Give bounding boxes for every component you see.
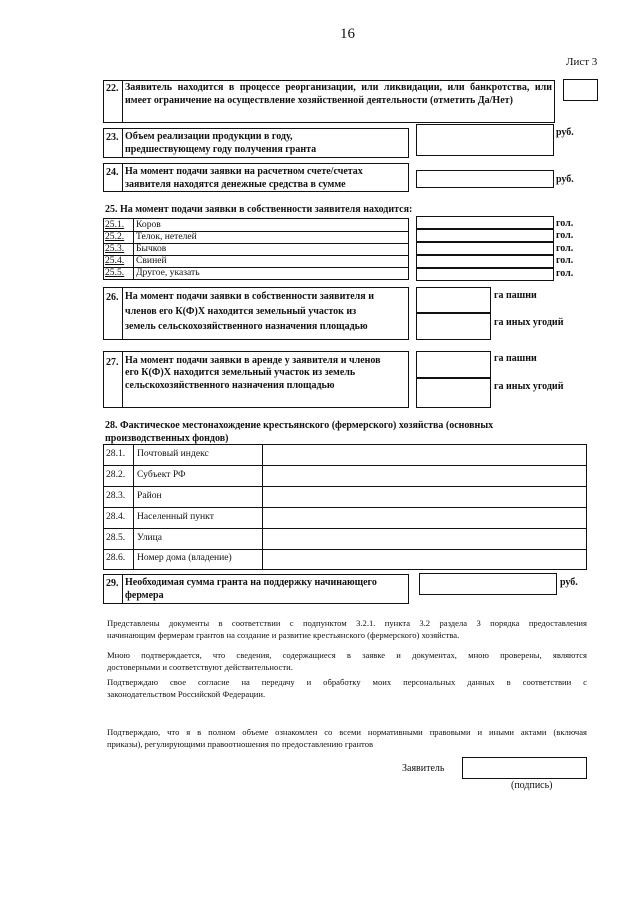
q22-number: 22.	[106, 83, 119, 94]
paragraph-line: Подтверждаю свое согласие на передачу и обработку моих персональных данных в соответствии с	[107, 677, 587, 687]
q26-line2: членов его К(Ф)Х находится земельный участок из	[125, 306, 357, 317]
q28-row-number: 28.4.	[106, 511, 126, 522]
q29-line1: Необходимая сумма гранта на поддержку начинающего	[125, 577, 377, 588]
q25-unit: гол.	[556, 255, 574, 266]
q27-unit-other: га иных угодий	[494, 381, 564, 392]
q25-unit: гол.	[556, 243, 574, 254]
q23-unit: руб.	[556, 127, 574, 138]
q28-value-cell[interactable]	[263, 508, 586, 528]
q28-row-number: 28.5.	[106, 532, 126, 543]
page-number: 16	[340, 26, 355, 42]
q23-number: 23.	[106, 132, 119, 143]
q28-row-number: 28.2.	[106, 469, 126, 480]
q27-arable-field[interactable]	[416, 351, 491, 378]
signature-label: Заявитель	[402, 763, 445, 774]
q25-row-label: Другое, указать	[136, 267, 200, 278]
q26-number: 26.	[106, 292, 119, 303]
q25-count-field[interactable]	[416, 216, 554, 229]
q25-unit: гол.	[556, 268, 574, 279]
q29-line2: фермера	[125, 590, 164, 601]
q28-row-number: 28.3.	[106, 490, 126, 501]
q24-line2: заявителя находятся денежные средства в сумме	[125, 179, 346, 190]
q25-row-label: Бычков	[136, 243, 167, 254]
q28-value-cell[interactable]	[263, 550, 586, 569]
q24-box	[103, 163, 409, 192]
q25-row-label: Коров	[136, 219, 161, 230]
q27-number: 27.	[106, 357, 119, 368]
paragraph-line: Представлены документы в соответствии с подпунктом 3.2.1. пункта 3.2 раздела 3 порядка предоставления	[107, 618, 587, 628]
paragraph-line: начинающим фермерам грантов на создание и развитие крестьянского (фермерского) хозяйства.	[107, 630, 460, 640]
q25-row-number: 25.2.	[105, 231, 125, 242]
q25-unit: гол.	[556, 218, 574, 229]
documents-statement	[107, 617, 587, 641]
paragraph-line: Мною подтверждается, что сведения, содержащиеся в заявке и документах, мною проверены, являются	[107, 650, 587, 660]
q23-amount-field[interactable]	[416, 124, 554, 156]
q25-header: 25. На момент подачи заявки в собственности заявителя находится:	[105, 204, 413, 215]
q28-row-label: Номер дома (владение)	[137, 552, 232, 563]
sheet-label: Лист 3	[566, 56, 598, 68]
q23-line1: Объем реализации продукции в году,	[125, 131, 293, 142]
q28-row-label: Улица	[137, 532, 163, 543]
q26-unit-arable: га пашни	[494, 290, 537, 301]
q23-line2: предшествующему году получения гранта	[125, 144, 317, 155]
q25-row-number: 25.4.	[105, 255, 125, 266]
q28-value-cell[interactable]	[263, 487, 586, 507]
paragraph-line: законодательством Российской Федерации.	[107, 689, 266, 699]
paragraph-line: достоверными и соответствуют действительности.	[107, 662, 293, 672]
q25-count-field[interactable]	[416, 255, 554, 268]
q27-unit-arable: га пашни	[494, 353, 537, 364]
q25-row-number: 25.1.	[105, 219, 125, 230]
q27-line2: его К(Ф)Х находится земельный участок из земель	[125, 367, 356, 378]
q24-line1: На момент подачи заявки на расчетном счете/счетах	[125, 166, 363, 177]
q25-row-label: Свиней	[136, 255, 167, 266]
q28-table	[103, 444, 587, 570]
q29-amount-field[interactable]	[419, 573, 557, 595]
q28-row-label: Район	[137, 490, 162, 501]
q25-count-field[interactable]	[416, 242, 554, 255]
q28-value-cell[interactable]	[263, 466, 586, 486]
q22-box	[103, 80, 555, 123]
q28-header-line2: производственных фондов)	[105, 433, 229, 444]
q28-value-cell[interactable]	[263, 445, 586, 465]
q22-yes-no-field[interactable]	[563, 79, 598, 101]
q26-line1: На момент подачи заявки в собственности заявителя и	[125, 291, 374, 302]
q25-row-number: 25.3.	[105, 243, 125, 254]
q25-count-field[interactable]	[416, 229, 554, 242]
q28-row-label: Почтовый индекс	[137, 448, 209, 459]
q26-other-land-field[interactable]	[416, 313, 491, 340]
q27-box	[103, 351, 409, 408]
q25-row-number: 25.5.	[105, 267, 125, 278]
q25-table	[103, 218, 409, 280]
q26-line3: земель сельскохозяйственного назначения площадью	[125, 321, 368, 332]
paragraph-line: Подтверждаю, что я в полном объеме ознакомлен со всеми нормативными правовыми и иными актами (включая	[107, 727, 587, 737]
q26-arable-field[interactable]	[416, 287, 491, 313]
q28-value-cell[interactable]	[263, 529, 586, 549]
q28-header-line1: 28. Фактическое местонахождение крестьянского (фермерского) хозяйства (основных	[105, 420, 494, 431]
q28-row-number: 28.6.	[106, 552, 126, 563]
paragraph-line: приказы), регулирующими правоотношения по предоставлению грантов	[107, 739, 374, 749]
consent-statement	[107, 676, 587, 700]
q26-unit-other: га иных угодий	[494, 317, 564, 328]
q23-box	[103, 128, 409, 158]
q28-row-number: 28.1.	[106, 448, 126, 459]
signature-caption: (подпись)	[511, 780, 553, 791]
q22-text: Заявитель находится в процессе реорганизации, или ликвидации, или банкротства, или имеет ограничение на осуществление хозяйственной деятельности (отметить Да/Нет)	[125, 82, 552, 106]
q29-box	[103, 574, 409, 604]
q28-row-label: Населенный пункт	[137, 511, 214, 522]
q27-line3: сельскохозяйственного назначения площадью	[125, 380, 335, 391]
q27-other-land-field[interactable]	[416, 378, 491, 408]
q28-row-label: Субъект РФ	[137, 469, 186, 480]
q24-number: 24.	[106, 167, 119, 178]
acknowledgement-statement	[107, 726, 587, 750]
q29-number: 29.	[106, 578, 119, 589]
signature-field[interactable]	[462, 757, 587, 779]
q24-unit: руб.	[556, 174, 574, 185]
q25-count-field[interactable]	[416, 268, 554, 281]
q29-unit: руб.	[560, 577, 578, 588]
q25-unit: гол.	[556, 230, 574, 241]
q26-box	[103, 287, 409, 340]
q25-row-label: Телок, нетелей	[136, 231, 197, 242]
verification-statement	[107, 649, 587, 673]
q27-line1: На момент подачи заявки в аренде у заявителя и членов	[125, 355, 381, 366]
q24-amount-field[interactable]	[416, 170, 554, 188]
